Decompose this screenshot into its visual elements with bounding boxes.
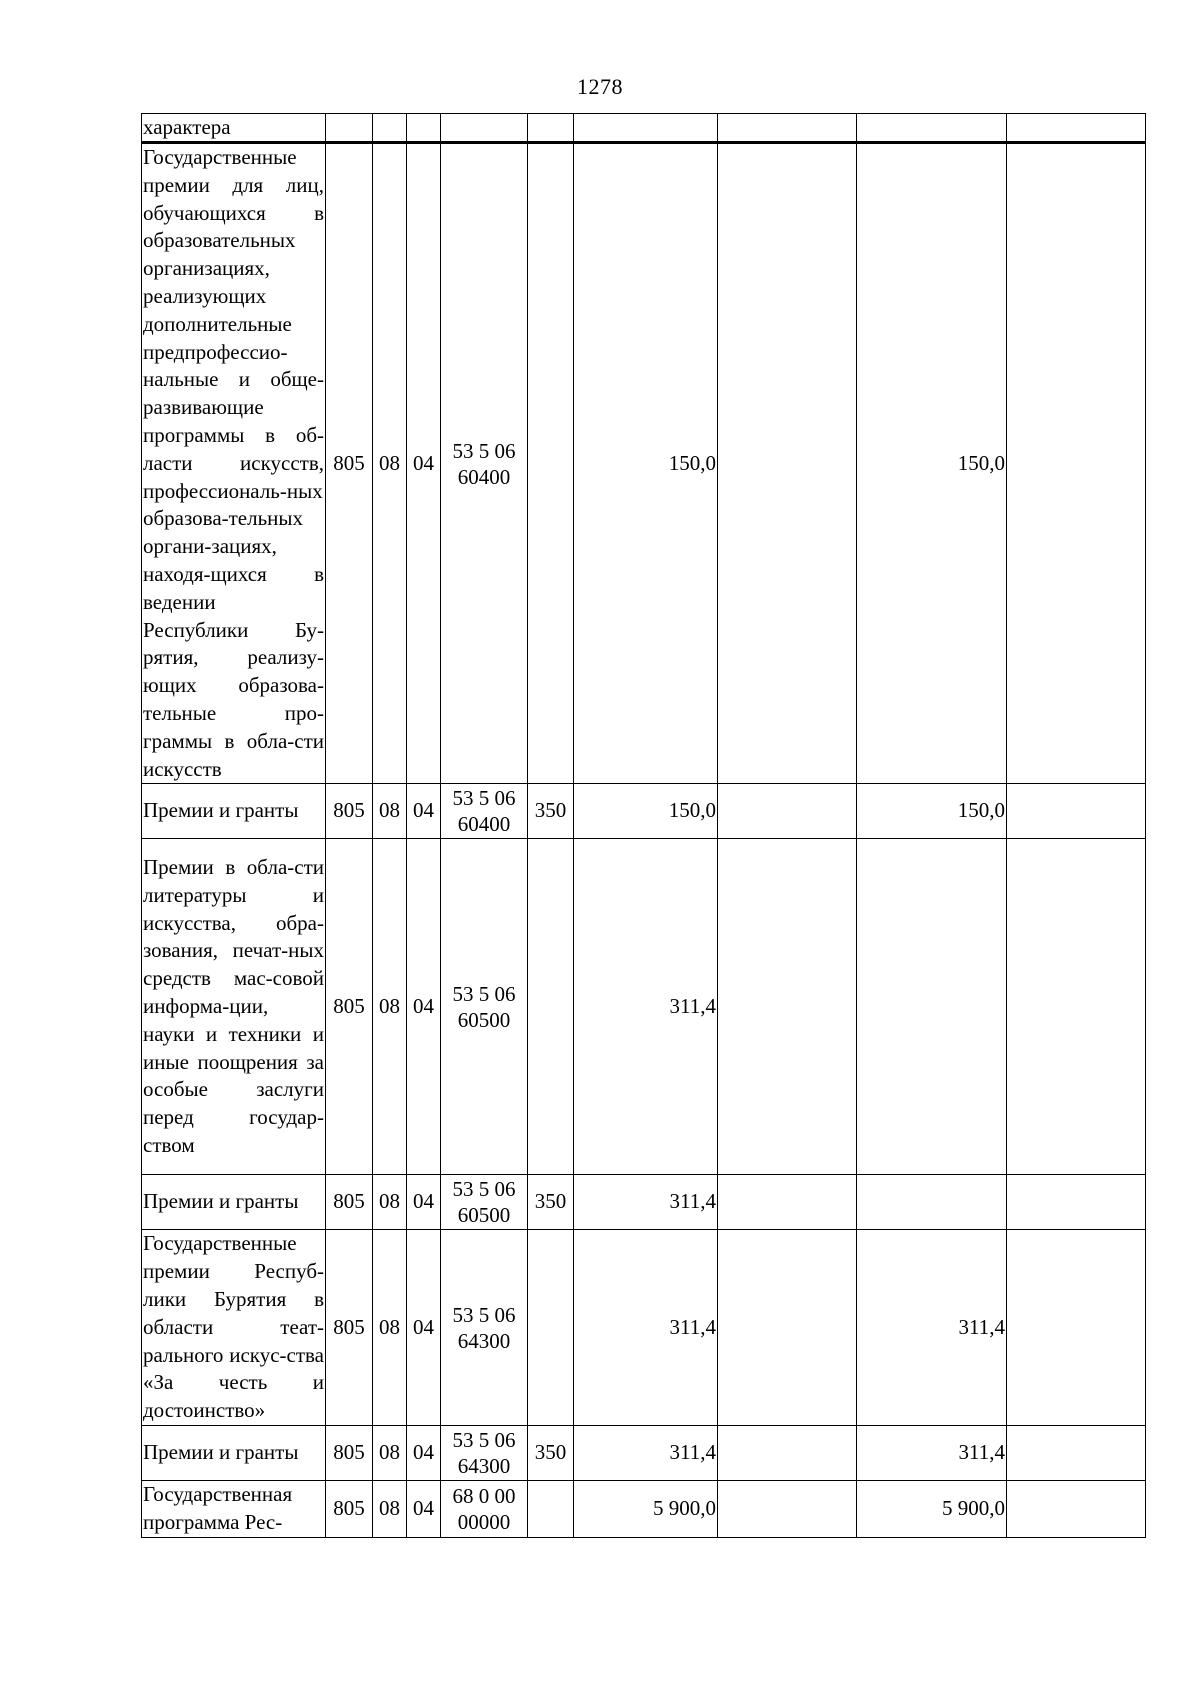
expense-type-code (528, 114, 574, 143)
amount-cell (857, 1175, 1007, 1230)
expense-type-code (528, 1480, 574, 1537)
target-article-code: 53 5 06 60400 (441, 143, 528, 784)
amount-cell (574, 114, 718, 143)
amount-cell: 150,0 (857, 143, 1007, 784)
table-row (142, 839, 1146, 1175)
table-row (142, 1425, 1146, 1480)
amount-cell: 311,4 (574, 1175, 718, 1230)
ministry-code: 805 (326, 143, 373, 784)
target-article-code: 53 5 06 64300 (441, 1230, 528, 1426)
section-code: 08 (373, 1480, 407, 1537)
target-article-code: 53 5 06 60400 (441, 784, 528, 839)
amount-cell: 311,4 (574, 1425, 718, 1480)
subsection-code: 04 (407, 1425, 441, 1480)
amount-cell (1007, 143, 1146, 784)
target-article-code: 53 5 06 60500 (441, 839, 528, 1175)
expense-type-code: 350 (528, 784, 574, 839)
target-article-code: 53 5 06 64300 (441, 1425, 528, 1480)
amount-cell (1007, 1230, 1146, 1426)
expense-type-code: 350 (528, 1175, 574, 1230)
amount-cell: 311,4 (857, 1425, 1007, 1480)
target-article-code: 68 0 00 00000 (441, 1480, 528, 1537)
table-row (142, 1230, 1146, 1426)
subsection-code: 04 (407, 784, 441, 839)
subsection-code: 04 (407, 1230, 441, 1426)
expense-type-code (528, 143, 574, 784)
row-name: Премии и гранты (142, 784, 326, 839)
row-name: Государственная программа Рес- (142, 1480, 326, 1537)
row-name: Государственные премии для лиц, обучающихся в образовательных организациях, реализующих дополнительные предпрофессио-нальные и обще-развивающие программы в об-ласти искусств, профессиональ-ных образова-тельных органи-зациях, находя-щихся в ведении Республики Бу-рятия, реализу-ющих образова-тельные про-граммы в обла-сти искусств (142, 143, 326, 784)
table-row (142, 1175, 1146, 1230)
target-article-code: 53 5 06 60500 (441, 1175, 528, 1230)
ministry-code (326, 114, 373, 143)
amount-cell (1007, 114, 1146, 143)
table-row (142, 1480, 1146, 1537)
subsection-code: 04 (407, 1480, 441, 1537)
amount-cell (1007, 1480, 1146, 1537)
row-name: Премии и гранты (142, 1175, 326, 1230)
amount-cell (718, 114, 857, 143)
ministry-code: 805 (326, 1425, 373, 1480)
amount-cell: 5 900,0 (574, 1480, 718, 1537)
amount-cell: 150,0 (574, 143, 718, 784)
section-code: 08 (373, 1230, 407, 1426)
budget-table (141, 113, 1146, 1538)
expense-type-code (528, 839, 574, 1175)
row-name: Премии в обла-сти литературы и искусства, обра-зования, печат-ных средств мас-совой информа-ции, науки и техники и иные поощрения за особые заслуги перед государ-ством (142, 839, 326, 1175)
row-name: Государственные премии Респуб-лики Бурятия в области теат-рального искус-ства «За честь и достоинство» (142, 1230, 326, 1426)
amount-cell: 311,4 (857, 1230, 1007, 1426)
section-code: 08 (373, 784, 407, 839)
row-name: Премии и гранты (142, 1425, 326, 1480)
section-code: 08 (373, 1175, 407, 1230)
section-code: 08 (373, 143, 407, 784)
subsection-code (407, 114, 441, 143)
amount-cell: 150,0 (574, 784, 718, 839)
section-code: 08 (373, 1425, 407, 1480)
ministry-code: 805 (326, 1480, 373, 1537)
subsection-code: 04 (407, 839, 441, 1175)
ministry-code: 805 (326, 839, 373, 1175)
amount-cell (857, 839, 1007, 1175)
amount-cell (857, 114, 1007, 143)
amount-cell (718, 784, 857, 839)
row-name: характера (142, 114, 326, 143)
subsection-code: 04 (407, 143, 441, 784)
expense-type-code: 350 (528, 1425, 574, 1480)
amount-cell (1007, 1425, 1146, 1480)
amount-cell (718, 1175, 857, 1230)
table-row (142, 784, 1146, 839)
amount-cell (718, 1425, 857, 1480)
subsection-code: 04 (407, 1175, 441, 1230)
amount-cell: 311,4 (574, 839, 718, 1175)
target-article-code (441, 114, 528, 143)
amount-cell: 150,0 (857, 784, 1007, 839)
section-code: 08 (373, 839, 407, 1175)
amount-cell (1007, 839, 1146, 1175)
ministry-code: 805 (326, 784, 373, 839)
ministry-code: 805 (326, 1175, 373, 1230)
amount-cell (718, 839, 857, 1175)
table-row (142, 143, 1146, 784)
table-row (142, 114, 1146, 143)
amount-cell (1007, 1175, 1146, 1230)
amount-cell (718, 1480, 857, 1537)
section-code (373, 114, 407, 143)
amount-cell: 5 900,0 (857, 1480, 1007, 1537)
amount-cell (718, 1230, 857, 1426)
expense-type-code (528, 1230, 574, 1426)
amount-cell (718, 143, 857, 784)
page-number: 1278 (577, 74, 623, 99)
amount-cell: 311,4 (574, 1230, 718, 1426)
ministry-code: 805 (326, 1230, 373, 1426)
amount-cell (1007, 784, 1146, 839)
